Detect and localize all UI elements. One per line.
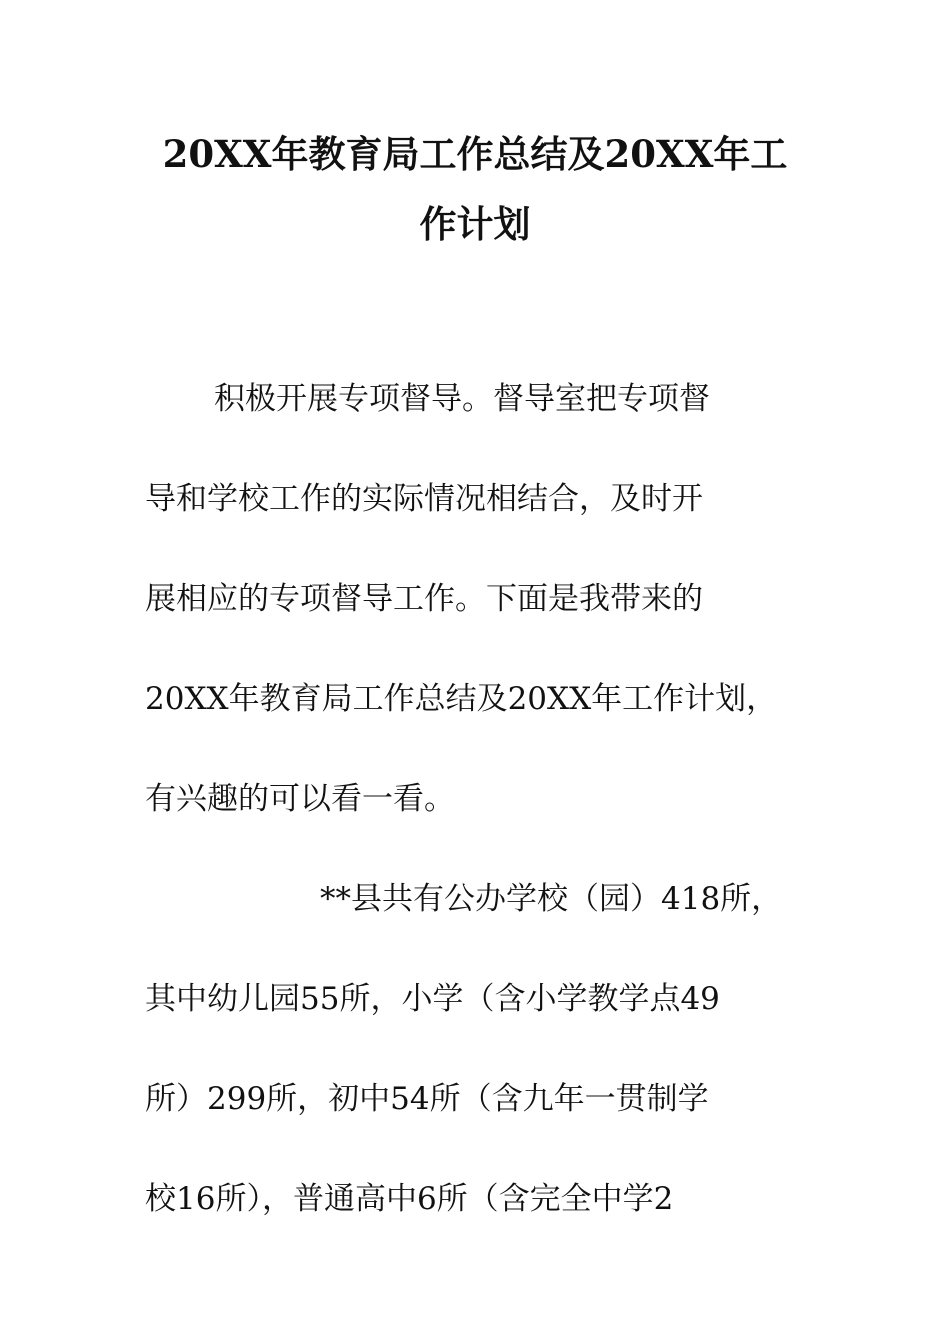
document-title-line-2: 作计划 (419, 202, 531, 246)
body-line-5: 有兴趣的可以看一看。 (145, 781, 455, 817)
body-line-8: 所）299所，初中54所（含九年一贯制学 (145, 1081, 709, 1117)
body-line-7: 其中幼儿园55所，小学（含小学教学点49 (145, 981, 720, 1017)
body-line-4: 20XX年教育局工作总结及20XX年工作计划， (145, 681, 778, 717)
body-line-6: **县共有公办学校（园）418所， (320, 881, 783, 917)
body-line-9: 校16所），普通高中6所（含完全中学2 (145, 1181, 674, 1217)
body-line-3: 展相应的专项督导工作。下面是我带来的 (145, 581, 703, 617)
body-line-2: 导和学校工作的实际情况相结合，及时开 (145, 481, 703, 517)
document-title-line-1: 20XX年教育局工作总结及20XX年工 (162, 132, 788, 176)
body-line-1: 积极开展专项督导。督导室把专项督 (214, 381, 710, 417)
